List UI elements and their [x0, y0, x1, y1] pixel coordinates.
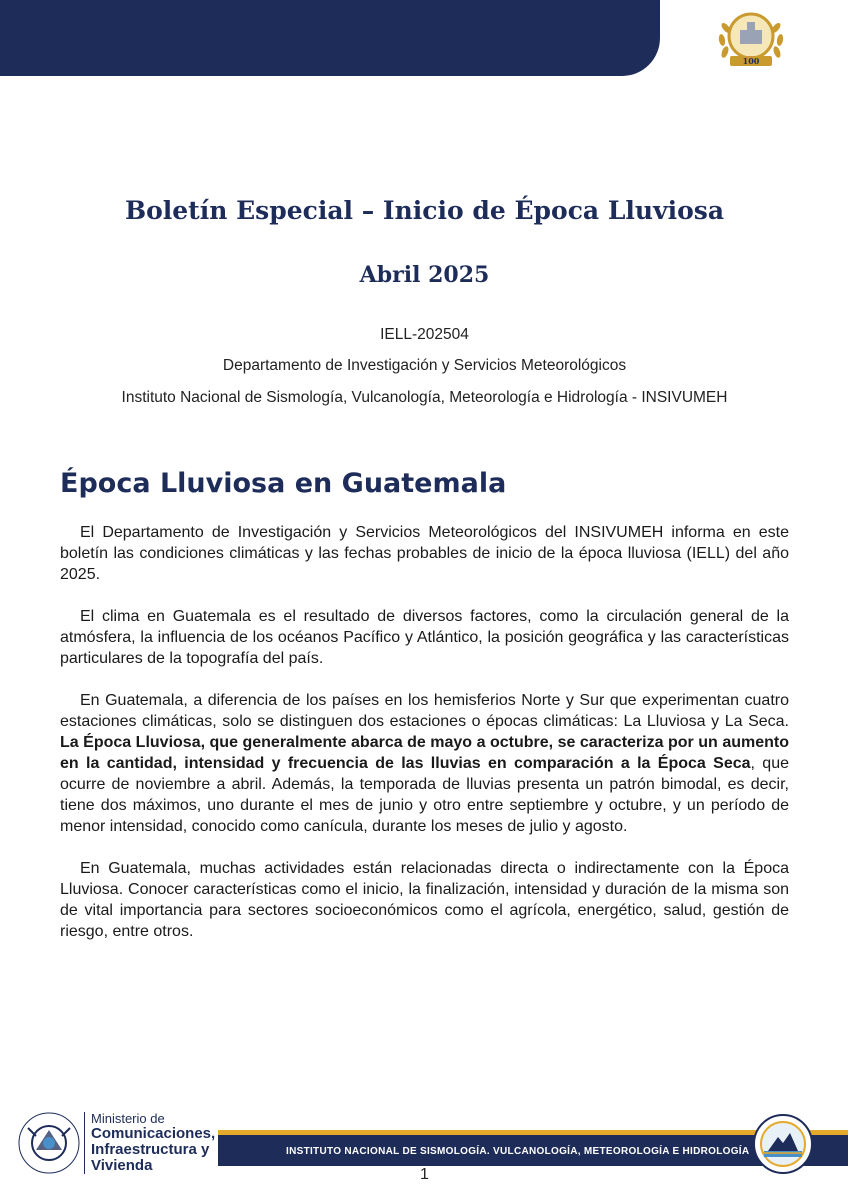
section-heading: Época Lluviosa en Guatemala — [60, 468, 507, 499]
document-title: Boletín Especial – Inicio de Época Lluviosa — [124, 196, 725, 225]
seal-number: 100 — [742, 56, 760, 66]
ministry-name — [84, 1112, 215, 1174]
header-banner — [0, 0, 660, 76]
paragraph-4: En Guatemala, muchas actividades están relacionadas directa o indirectamente con la Época Lluviosa. Conocer características como el inicio, la finalización, intensidad y duración de la misma son de vital importancia para sectores socioeconómicos como el agrícola, energético, salud, gestión de riesgo, entre otros. — [60, 860, 789, 940]
department-name: Departamento de Investigación y Servicios Meteorológicos — [222, 357, 627, 374]
paragraph-3-intro: En Guatemala, a diferencia de los países en los hemisferios Norte y Sur que experimentan cuatro estaciones climáticas, solo se distinguen dos estaciones o épocas climáticas: La Lluviosa y La Seca. — [60, 692, 789, 730]
paragraph-3-emphasis: La Época Lluviosa, que generalmente abarca de mayo a octubre, se caracteriza por un aumento en la cantidad, intensidad y frecuencia de las lluvias en comparación a la Época Seca — [60, 734, 789, 772]
ministry-line-3: Infraestructura y — [91, 1141, 210, 1158]
ministry-line-1: Ministerio de — [91, 1111, 165, 1126]
centenary-seal-logo — [716, 8, 786, 74]
page-number: 1 — [420, 1166, 429, 1183]
document-subtitle: Abril 2025 — [359, 262, 490, 288]
institute-name: Instituto Nacional de Sismología, Vulcanología, Meteorología e Hidrología - INSIVUMEH — [121, 389, 728, 406]
footer-institute-name: INSTITUTO NACIONAL DE SISMOLOGÍA. VULCANOLOGÍA, METEOROLOGÍA E HIDROLOGÍA — [286, 1146, 750, 1157]
ministry-line-2: Comunicaciones, — [91, 1125, 216, 1142]
paragraph-2: El clima en Guatemala es el resultado de diversos factores, como la circulación general de la atmósfera, la influencia de los océanos Pacífico y Atlántico, la posición geográfica y las características particulares de la topografía del país. — [60, 608, 789, 667]
section-body — [60, 522, 789, 963]
paragraph-1: El Departamento de Investigación y Servicios Meteorológicos del INSIVUMEH informa en este boletín las condiciones climáticas y las fechas probables de inicio de la época lluviosa (IELL) del año 2025. — [60, 524, 789, 583]
bulletin-code: IELL-202504 — [380, 326, 469, 343]
ministry-line-4: Vivienda — [91, 1157, 153, 1174]
paragraph-3 — [60, 690, 789, 837]
paragraph-3-rest: , que ocurre de noviembre a abril. Además, la temporada de lluvias presenta un patrón bimodal, es decir, tiene dos máximos, uno durante el mes de junio y otro entre septiembre y octubre, y un período de menor intensidad, conocido como canícula, durante los meses de julio y agosto. — [60, 755, 789, 835]
